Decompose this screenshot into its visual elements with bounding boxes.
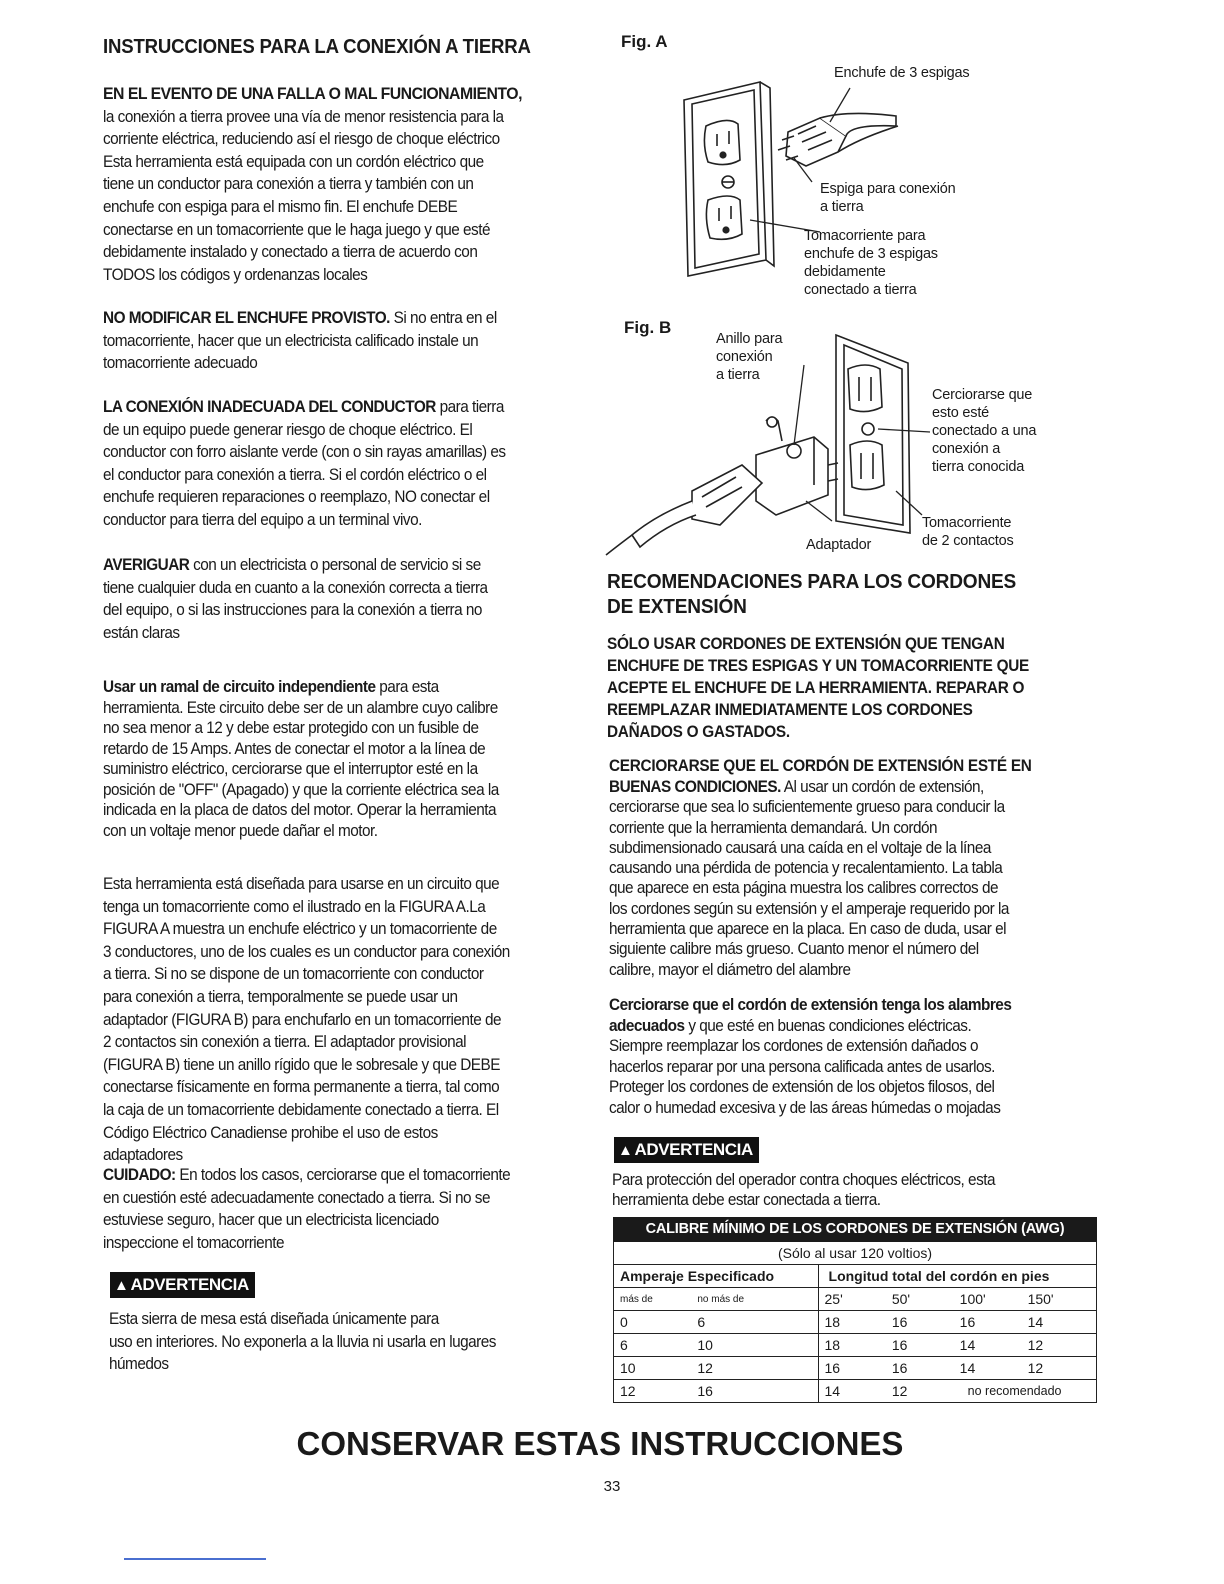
- text-line: calor o humedad excesiva y de las áreas húmedas o mojadas: [609, 1098, 1001, 1117]
- text-line: húmedos: [109, 1355, 169, 1374]
- text-line: enchufe con espiga para el mismo fin. El enchufe DEBE: [103, 197, 458, 216]
- text-line: enchufe requieren reparaciones o reemplazo, NO conectar el: [103, 488, 490, 507]
- table-cell: 10: [614, 1357, 692, 1380]
- text-line: subdimensionado causará una caída en el voltaje de la línea: [609, 838, 991, 857]
- cord-plug: [606, 465, 762, 555]
- section-heading: Usar un ramal de circuito independiente: [103, 678, 376, 696]
- text-line: indicada en la placa de datos del motor. Operar la herramienta: [103, 801, 497, 819]
- text-line: con un voltaje menor puede dañar el motor.: [103, 821, 378, 840]
- table-cell: 14: [954, 1334, 1022, 1357]
- warning-badge-right: [614, 1137, 759, 1163]
- table-subheader-row: [614, 1288, 1097, 1311]
- text-line: el conductor para conexión a tierra. Si el cordón eléctrico o el: [103, 465, 487, 484]
- fig-a-outlet-callout: [804, 227, 938, 299]
- callout-line: Anillo para: [716, 331, 783, 347]
- fig-b-adapter-callout: Adaptador: [806, 537, 872, 553]
- text-line: Esta herramienta está equipada con un cordón eléctrico que: [103, 152, 484, 171]
- text-line: calibre, mayor el diámetro del alambre: [609, 960, 851, 979]
- amperage-header: Amperaje Especificado: [614, 1265, 819, 1288]
- text-line: tomacorriente adecuado: [103, 354, 258, 373]
- text-line: conectarse en un tomacorriente que le haga juego y que esté: [103, 220, 490, 239]
- table-row: [614, 1311, 1097, 1334]
- text-line: tenga un tomacorriente como el ilustrado en la FIGURA A.La: [103, 897, 486, 916]
- warning-label: ADVERTENCIA: [634, 1140, 753, 1159]
- warning-label: ADVERTENCIA: [130, 1275, 249, 1294]
- section-circuit-usage: [103, 873, 623, 1167]
- fig-b-ring-callout: [716, 330, 782, 384]
- table-cell: 18: [818, 1311, 886, 1334]
- table-cell: 6: [691, 1311, 818, 1334]
- callout-line: de 2 contactos: [922, 533, 1014, 549]
- warning-triangle-icon: ▲: [114, 1276, 129, 1294]
- extension-caps-notice: [607, 633, 1087, 743]
- text-line: la caja de un tomacorriente debidamente conectado a tierra. El: [103, 1100, 499, 1119]
- text-line: inspeccione el tomacorriente: [103, 1233, 285, 1252]
- text-line: cerciorarse que sea lo suficientemente grueso para conducir la: [609, 798, 1005, 817]
- callout-line: a tierra: [716, 367, 760, 383]
- awg-table-grid: [613, 1265, 1097, 1403]
- text-line: REEMPLAZAR INMEDIATAMENTE LOS CORDONES: [607, 701, 973, 719]
- callout-line: a tierra: [820, 199, 864, 215]
- section-heading: BUENAS CONDICIONES.: [609, 778, 781, 796]
- text-span: En todos los casos, cerciorarse que el tomacorriente: [175, 1166, 511, 1184]
- text-line: la conexión a tierra provee una vía de menor resistencia para la: [103, 107, 504, 126]
- text-line: conductor con forro aislante verde (con o sin rayas amarillas) es: [103, 443, 506, 462]
- table-row: [614, 1380, 1097, 1403]
- callout-line: enchufe de 3 espigas: [804, 246, 938, 262]
- callout-line: Tomacorriente para: [804, 228, 926, 244]
- text-line: a tierra. Si no se dispone de un tomacorriente con conductor: [103, 965, 484, 984]
- table-cell: 10: [691, 1334, 818, 1357]
- fig-b-label: Fig. B: [624, 318, 672, 337]
- no-more-than-label: no más de: [691, 1288, 818, 1311]
- section-heading: CERCIORARSE QUE EL CORDÓN DE EXTENSIÓN ESTÉ EN: [609, 757, 1032, 775]
- text-line: retardo de 15 Amps. Antes de conectar el motor a la línea de: [103, 739, 486, 758]
- text-line: del equipo, o si las instrucciones para la conexión a tierra no: [103, 601, 482, 620]
- table-cell: 16: [818, 1357, 886, 1380]
- text-line: Esta herramienta está diseñada para usarse en un circuito que: [103, 875, 500, 893]
- text-span: para tierra: [435, 398, 504, 416]
- callout-line: conectado a una: [932, 423, 1037, 439]
- section-improper-connection: [103, 396, 623, 532]
- fig-a-plug-callout: Enchufe de 3 espigas: [834, 65, 970, 81]
- extension-condition: [609, 756, 1089, 980]
- text-line: estuviese seguro, hacer que un electricista licenciado: [103, 1211, 439, 1230]
- table-cell: 16: [886, 1334, 954, 1357]
- text-line: 3 conductores, uno de los cuales es un conductor para conexión: [103, 942, 510, 961]
- text-span: Al usar un cordón de extensión,: [780, 778, 984, 796]
- text-span: para esta: [375, 678, 439, 696]
- section-heading: adecuados: [609, 1016, 685, 1035]
- awg-table-title: CALIBRE MÍNIMO DE LOS CORDONES DE EXTENSIÓN (AWG): [613, 1217, 1097, 1242]
- table-cell: 18: [818, 1334, 886, 1357]
- table-cell: 14: [954, 1357, 1022, 1380]
- text-line: los cordones según su extensión y el amperaje requerido por la: [609, 899, 1009, 918]
- table-cell: 16: [886, 1357, 954, 1380]
- extension-title: [607, 569, 1087, 619]
- section-check: [103, 554, 623, 644]
- table-cell: 16: [691, 1380, 818, 1403]
- length-header: Longitud total del cordón en pies: [818, 1265, 1096, 1288]
- table-header-row: [614, 1265, 1097, 1288]
- length-100: 100': [954, 1288, 1022, 1311]
- text-line: que aparece en esta página muestra los calibres correctos de: [609, 879, 998, 898]
- text-line: 2 contactos sin conexión a tierra. El adaptador provisional: [103, 1033, 467, 1052]
- title-line: DE EXTENSIÓN: [607, 595, 747, 618]
- section-heading: EN EL EVENTO DE UNA FALLA O MAL FUNCIONAMIENTO,: [103, 84, 522, 103]
- section-malfunction: [103, 83, 623, 286]
- length-50: 50': [886, 1288, 954, 1311]
- table-row: [614, 1357, 1097, 1380]
- title-line: RECOMENDACIONES PARA LOS CORDONES: [607, 570, 1017, 593]
- length-150: 150': [1022, 1288, 1097, 1311]
- text-line: (FIGURA B) tiene un anillo rígido que le sobresale y que DEBE: [103, 1055, 500, 1074]
- section-heading: NO MODIFICAR EL ENCHUFE PROVISTO.: [103, 309, 390, 327]
- outlet-plate-3-prong: [684, 82, 774, 276]
- text-span: Si no entra en el: [389, 309, 497, 327]
- awg-table: [613, 1217, 1097, 1403]
- text-line: ENCHUFE DE TRES ESPIGAS Y UN TOMACORRIENTE QUE: [607, 657, 1030, 675]
- text-line: FIGURA A muestra un enchufe eléctrico y un tomacorriente de: [103, 920, 497, 939]
- text-line: adaptador (FIGURA B) para enchufarlo en un tomacorriente de: [103, 1010, 502, 1029]
- section-heading: CUIDADO:: [103, 1166, 176, 1184]
- text-line: conductor para tierra del equipo a un terminal vivo.: [103, 510, 422, 529]
- text-line: corriente eléctrica, reduciendo así el riesgo de choque eléctrico: [103, 130, 500, 149]
- section-heading: AVERIGUAR: [103, 556, 190, 574]
- text-line: uso en interiores. No exponerla a la lluvia ni usarla en lugares: [109, 1332, 496, 1351]
- table-cell: 12: [691, 1357, 818, 1380]
- text-line: TODOS los códigos y ordenanzas locales: [103, 265, 368, 284]
- text-line: no sea menor a 12 y debe estar protegido con un fusible de: [103, 719, 479, 737]
- adapter: [756, 417, 838, 515]
- text-line: suministro eléctrico, cerciorarse que el interruptor esté en la: [103, 760, 478, 778]
- text-line: herramienta que aparece en la placa. En caso de duda, usar el: [609, 920, 1007, 939]
- text-line: Siempre reemplazar los cordones de extensión dañados o: [609, 1037, 979, 1055]
- section-branch-circuit: [103, 677, 623, 841]
- keep-instructions-banner: CONSERVAR ESTAS INSTRUCCIONES: [296, 1425, 904, 1462]
- callout-line: conectado a tierra: [804, 282, 917, 298]
- text-line: conectarse físicamente en forma permanente a tierra, tal como: [103, 1078, 500, 1097]
- fig-b-outlet-callout: [922, 514, 1014, 550]
- text-line: siguiente calibre más grueso. Cuanto menor el número del: [609, 940, 979, 959]
- section-caution: [103, 1164, 623, 1254]
- section-do-not-modify: [103, 307, 623, 375]
- warning-text-left: [109, 1308, 629, 1376]
- table-cell: 14: [824, 1383, 841, 1399]
- text-line: en cuestión esté adecuadamente conectado a tierra. Si no se: [103, 1188, 490, 1207]
- warning-badge-left: [110, 1272, 255, 1298]
- grounding-title: INSTRUCCIONES PARA LA CONEXIÓN A TIERRA: [103, 36, 531, 58]
- text-span: y que esté en buenas condiciones eléctricas.: [684, 1016, 972, 1035]
- warning-text-right: [612, 1170, 1092, 1210]
- length-25: 25': [818, 1288, 886, 1311]
- more-than-label: más de: [614, 1288, 692, 1311]
- text-line: adaptadores: [103, 1146, 183, 1165]
- callout-line: debidamente: [804, 264, 886, 280]
- awg-table-subtitle: (Sólo al usar 120 voltios): [613, 1242, 1097, 1265]
- text-line: para conexión a tierra, temporalmente se puede usar un: [103, 987, 458, 1006]
- text-line: herramienta debe estar conectada a tierra.: [612, 1191, 881, 1209]
- text-line: Código Eléctrico Canadiense prohibe el uso de estos: [103, 1123, 438, 1142]
- text-line: ACEPTE EL ENCHUFE DE LA HERRAMIENTA. REPARAR O: [607, 679, 1025, 697]
- table-cell-not-recommended: no recomendado: [967, 1384, 1062, 1398]
- table-cell: 6: [614, 1334, 692, 1357]
- text-line: DAÑADOS O GASTADOS.: [607, 723, 790, 741]
- callout-line: esto esté: [932, 405, 990, 421]
- fig-a-pin-callout: [820, 180, 955, 216]
- table-cell: 12: [620, 1383, 636, 1399]
- section-heading: LA CONEXIÓN INADECUADA DEL CONDUCTOR: [103, 398, 436, 416]
- callout-line: conexión: [716, 349, 773, 365]
- table-cell: 12: [1022, 1357, 1097, 1380]
- table-cell: 0: [614, 1311, 692, 1334]
- table-cell: 12: [1022, 1334, 1097, 1357]
- text-line: posición de "OFF" (Apagado) y que la corriente eléctrica sea la: [103, 780, 499, 799]
- text-line: Esta sierra de mesa está diseñada únicamente para: [109, 1310, 439, 1328]
- table-row: [614, 1334, 1097, 1357]
- table-cell: 12: [891, 1383, 908, 1399]
- text-line: tomacorriente, hacer que un electricista calificado instale un: [103, 331, 479, 350]
- fig-b-check-callout: [932, 386, 1036, 476]
- text-span: con un electricista o personal de servicio si se: [189, 556, 481, 574]
- plug-3-prong: [778, 113, 898, 166]
- table-cell: 16: [954, 1311, 1022, 1334]
- footer-rule: [124, 1558, 266, 1560]
- callout-line: tierra conocida: [932, 459, 1025, 475]
- text-line: de un equipo puede generar riesgo de choque eléctrico. El: [103, 420, 473, 439]
- warning-triangle-icon: ▲: [618, 1141, 633, 1159]
- text-line: causando una pérdida de potencia y recalentamiento. La tabla: [609, 859, 1003, 878]
- fig-a-label: Fig. A: [621, 32, 668, 51]
- text-line: debidamente instalado y conectado a tierra de acuerdo con: [103, 243, 478, 262]
- callout-line: conexión a: [932, 441, 1001, 457]
- text-line: tiene cualquier duda en cuanto a la conexión correcta a tierra: [103, 578, 488, 597]
- section-heading: Cerciorarse que el cordón de extensión tenga los alambres: [609, 996, 1012, 1014]
- text-line: corriente que la herramienta demandará. Un cordón: [609, 818, 938, 837]
- text-line: tiene un conductor para conexión a tierra y también con un: [103, 175, 474, 194]
- extension-wires: [609, 995, 1089, 1118]
- table-cell: 16: [886, 1311, 954, 1334]
- outlet-plate-2-contact: [836, 335, 910, 533]
- callout-line: Espiga para conexión: [820, 181, 956, 197]
- text-line: Proteger los cordones de extensión de los objetos filosos, del: [609, 1078, 995, 1096]
- text-line: hacerlos reparar por una persona calificada antes de usarlos.: [609, 1057, 995, 1076]
- table-cell: 14: [1022, 1311, 1097, 1334]
- callout-line: Tomacorriente: [922, 515, 1012, 531]
- text-line: están claras: [103, 623, 180, 642]
- text-line: herramienta. Este circuito debe ser de un alambre cuyo calibre: [103, 698, 498, 717]
- page-number: 33: [603, 1478, 621, 1495]
- text-line: Para protección del operador contra choques eléctricos, esta: [612, 1171, 996, 1189]
- callout-line: Cerciorarse que: [932, 387, 1033, 403]
- text-line: SÓLO USAR CORDONES DE EXTENSIÓN QUE TENGAN: [607, 635, 1005, 653]
